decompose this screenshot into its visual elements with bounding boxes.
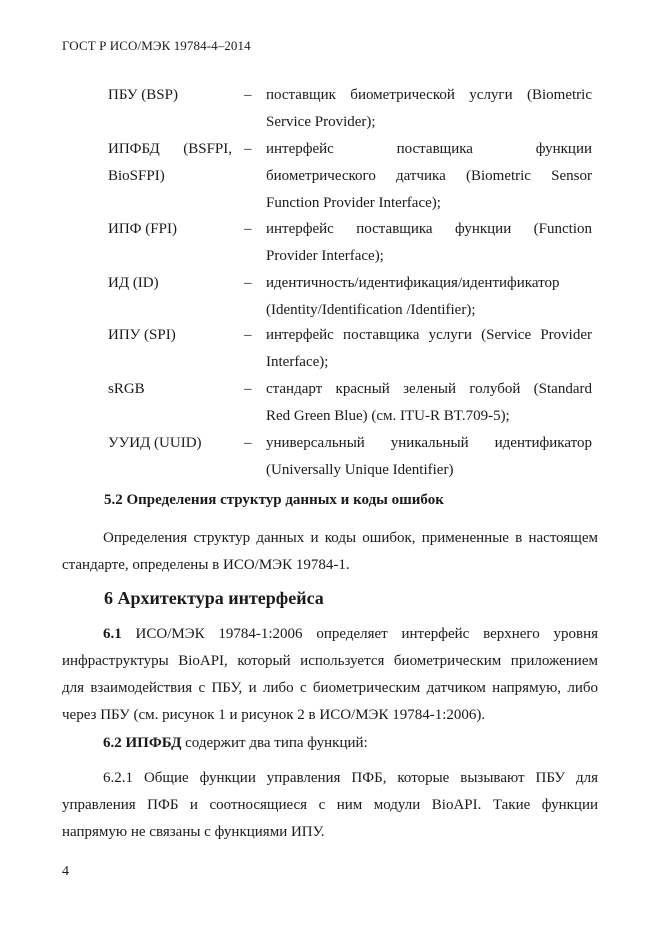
abbreviation-term-line: ИПФБД (BSFPI, [108, 141, 232, 157]
paragraph-6-1 [62, 621, 598, 729]
definition-line: интерфейс поставщика функции [266, 141, 592, 157]
abbreviation-dash: – [244, 141, 252, 157]
definition-line: стандарт красный зеленый голубой (Standard [266, 381, 592, 397]
definition-line: Red Green Blue) (см. ITU-R BT.709-5); [266, 408, 510, 424]
paragraph-line: 6.2.1 Общие функции управления ПФБ, которые вызывают ПБУ для [103, 770, 598, 786]
paragraph-line: управления ПФБ и соотносящиеся с ним модули BioAPI. Такие функции [62, 797, 598, 813]
abbreviation-definition [266, 376, 592, 430]
definition-line: интерфейс поставщика функции (Function [266, 221, 592, 237]
definition-line: Interface); [266, 354, 329, 370]
clause-number: 6.1 [103, 626, 122, 642]
paragraph-6-2 [62, 730, 598, 757]
section-heading-5-2: 5.2 Определения структур данных и коды ошибок [104, 492, 444, 508]
document-header: ГОСТ Р ИСО/МЭК 19784-4–2014 [62, 38, 251, 53]
paragraph-line: инфраструктуры BioAPI, который используется биометрическим приложением [62, 653, 598, 669]
definition-line: интерфейс поставщика услуги (Service Provider [266, 327, 592, 343]
abbreviation-definition [266, 322, 592, 376]
abbreviation-definition [266, 136, 592, 217]
abbreviation-definition [266, 82, 592, 136]
abbreviation-definition [266, 270, 592, 324]
definition-line: универсальный уникальный идентификатор [266, 435, 592, 451]
abbreviation-term: УУИД (UUID) [108, 435, 202, 451]
definition-line: (Identity/Identification /Identifier); [266, 302, 476, 318]
definition-line: идентичность/идентификация/идентификатор [266, 275, 560, 291]
paragraph-line: напрямую не связаны с функциями ИПУ. [62, 824, 325, 840]
abbreviation-definition [266, 430, 592, 484]
abbreviation-term: ИД (ID) [108, 275, 159, 291]
abbreviation-term: sRGB [108, 381, 145, 397]
definition-line: Provider Interface); [266, 248, 384, 264]
paragraph-line: через ПБУ (см. рисунок 1 и рисунок 2 в ИСО/МЭК 19784-1:2006). [62, 707, 486, 723]
section-heading-6: 6 Архитектура интерфейса [104, 588, 324, 608]
abbreviation-term: ИПФ (FPI) [108, 221, 177, 237]
definition-line: Function Provider Interface); [266, 195, 441, 211]
paragraph-line: стандарте, определены в ИСО/МЭК 19784-1. [62, 557, 350, 573]
section-5-2-paragraph [62, 525, 598, 579]
paragraph-text: ИСО/МЭК 19784-1:2006 определяет интерфейс верхнего уровня [135, 626, 598, 642]
abbreviation-dash: – [244, 275, 252, 291]
paragraph-text: содержит два типа функций: [185, 735, 368, 751]
paragraph-6-2-1 [62, 765, 598, 846]
abbreviation-term: ИПУ (SPI) [108, 327, 176, 343]
paragraph-line [62, 730, 598, 757]
definition-line: Service Provider); [266, 114, 376, 130]
definition-line: поставщик биометрической услуги (Biometric [266, 87, 592, 103]
definition-line: (Universally Unique Identifier) [266, 462, 454, 478]
paragraph-line: Определения структур данных и коды ошибок, примененные в настоящем [103, 530, 598, 546]
clause-number: 6.2 ИПФБД [103, 735, 182, 751]
abbreviation-dash: – [244, 221, 252, 237]
definition-line: биометрического датчика (Biometric Sensor [266, 168, 592, 184]
abbreviation-definition [266, 216, 592, 270]
abbreviation-dash: – [244, 381, 252, 397]
abbreviation-term [108, 136, 232, 190]
abbreviation-dash: – [244, 435, 252, 451]
abbreviation-term-line: BioSFPI) [108, 168, 165, 184]
paragraph-line: для взаимодействия с ПБУ, и либо с биометрическим датчиком напрямую, либо [62, 680, 598, 696]
abbreviation-dash: – [244, 87, 252, 103]
abbreviation-term: ПБУ (BSP) [108, 87, 178, 103]
paragraph-line [62, 621, 598, 648]
abbreviation-dash: – [244, 327, 252, 343]
page-number: 4 [62, 864, 69, 879]
